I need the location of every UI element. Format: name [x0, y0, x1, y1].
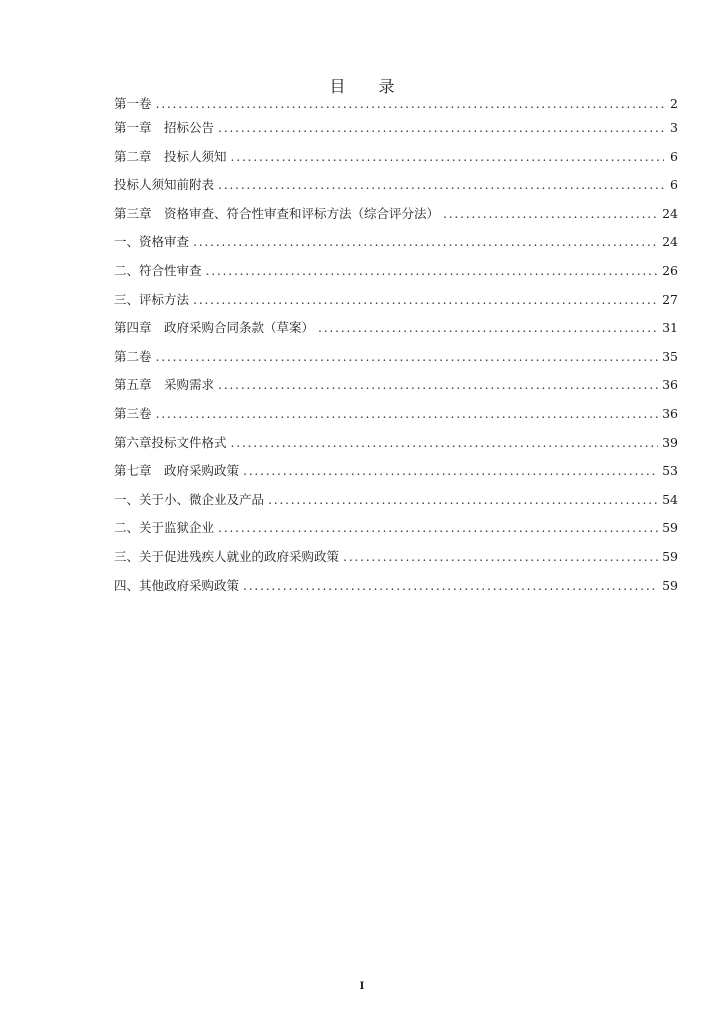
toc-entry-label: 第五章 采购需求 — [114, 377, 215, 393]
toc-leader-dots — [243, 576, 658, 596]
toc-entry-page: 59 — [662, 577, 678, 593]
toc-entry-label: 投标人须知前附表 — [114, 177, 215, 193]
toc-leader-dots — [193, 290, 658, 310]
toc-leader-dots — [206, 261, 659, 281]
toc-entry[interactable] — [114, 375, 678, 404]
toc-entry-label: 一、关于小、微企业及产品 — [114, 491, 265, 507]
toc-entry[interactable] — [114, 490, 678, 519]
toc-leader-dots — [343, 547, 658, 567]
toc-entry-page: 59 — [662, 548, 678, 564]
toc-entry-page: 26 — [662, 262, 678, 278]
toc-leader-dots — [231, 147, 664, 167]
toc-entry-label: 二、符合性审查 — [114, 262, 202, 278]
toc-leader-dots — [218, 118, 664, 138]
toc-entry-label: 三、关于促进残疾人就业的政府采购政策 — [114, 548, 340, 564]
toc-entry[interactable] — [114, 232, 678, 261]
toc-entry[interactable] — [114, 318, 678, 347]
toc-entry-label: 第三章 资格审查、符合性审查和评标方法（综合评分法） — [114, 205, 440, 221]
toc-entry-page: 39 — [662, 434, 678, 450]
toc-entry-page: 2 — [670, 96, 678, 111]
toc-entry-label: 第七章 政府采购政策 — [114, 463, 240, 479]
toc-entry[interactable] — [114, 94, 678, 118]
toc-entry-label: 第三卷 — [114, 405, 152, 421]
toc-entry[interactable] — [114, 547, 678, 576]
toc-entry[interactable] — [114, 290, 678, 319]
toc-entry-page: 27 — [662, 291, 678, 307]
toc-entry-label: 第六章投标文件格式 — [114, 434, 227, 450]
toc-entry[interactable] — [114, 576, 678, 605]
toc-entry-page: 6 — [670, 177, 678, 193]
toc-leader-dots — [318, 318, 658, 338]
toc-entry-label: 第一卷 — [114, 96, 152, 111]
toc-entry[interactable] — [114, 433, 678, 462]
toc-entry-label: 第四章 政府采购合同条款（草案） — [114, 320, 315, 336]
toc-entry-page: 36 — [662, 377, 678, 393]
toc-entry[interactable] — [114, 204, 678, 233]
toc-entry-label: 第二卷 — [114, 348, 152, 364]
table-of-contents — [114, 94, 678, 604]
toc-leader-dots — [231, 433, 659, 453]
toc-leader-dots — [156, 347, 659, 367]
toc-leader-dots — [443, 204, 658, 224]
toc-entry-page: 35 — [662, 348, 678, 364]
toc-leader-dots — [218, 175, 664, 195]
toc-leader-dots — [218, 375, 658, 395]
toc-entry-page: 3 — [670, 120, 678, 135]
toc-entry[interactable] — [114, 175, 678, 204]
toc-entry-label: 三、评标方法 — [114, 291, 190, 307]
toc-leader-dots — [193, 232, 658, 252]
toc-entry-label: 四、其他政府采购政策 — [114, 577, 240, 593]
toc-entry-page: 36 — [662, 405, 678, 421]
toc-entry-label: 第一章 招标公告 — [114, 120, 215, 135]
toc-entry-page: 54 — [662, 491, 678, 507]
toc-entry-page: 59 — [662, 520, 678, 536]
toc-entry-page: 24 — [662, 234, 678, 250]
toc-leader-dots — [156, 94, 664, 114]
toc-entry-page: 53 — [662, 463, 678, 479]
toc-entry-page: 24 — [662, 205, 678, 221]
toc-leader-dots — [268, 490, 658, 510]
toc-entry-label: 二、关于监狱企业 — [114, 520, 215, 536]
toc-leader-dots — [156, 404, 659, 424]
toc-entry-label: 第二章 投标人须知 — [114, 148, 227, 164]
toc-leader-dots — [243, 461, 658, 481]
toc-leader-dots — [218, 518, 658, 538]
toc-entry[interactable] — [114, 147, 678, 176]
toc-entry[interactable] — [114, 404, 678, 433]
toc-entry[interactable] — [114, 461, 678, 490]
toc-entry-page: 6 — [670, 148, 678, 164]
toc-entry[interactable] — [114, 261, 678, 290]
page-number: I — [359, 981, 365, 992]
toc-title: 目 录 — [329, 77, 409, 96]
toc-entry[interactable] — [114, 347, 678, 376]
toc-entry-label: 一、资格审查 — [114, 234, 190, 250]
toc-entry[interactable] — [114, 118, 678, 147]
toc-entry-page: 31 — [662, 320, 678, 336]
toc-entry[interactable] — [114, 518, 678, 547]
